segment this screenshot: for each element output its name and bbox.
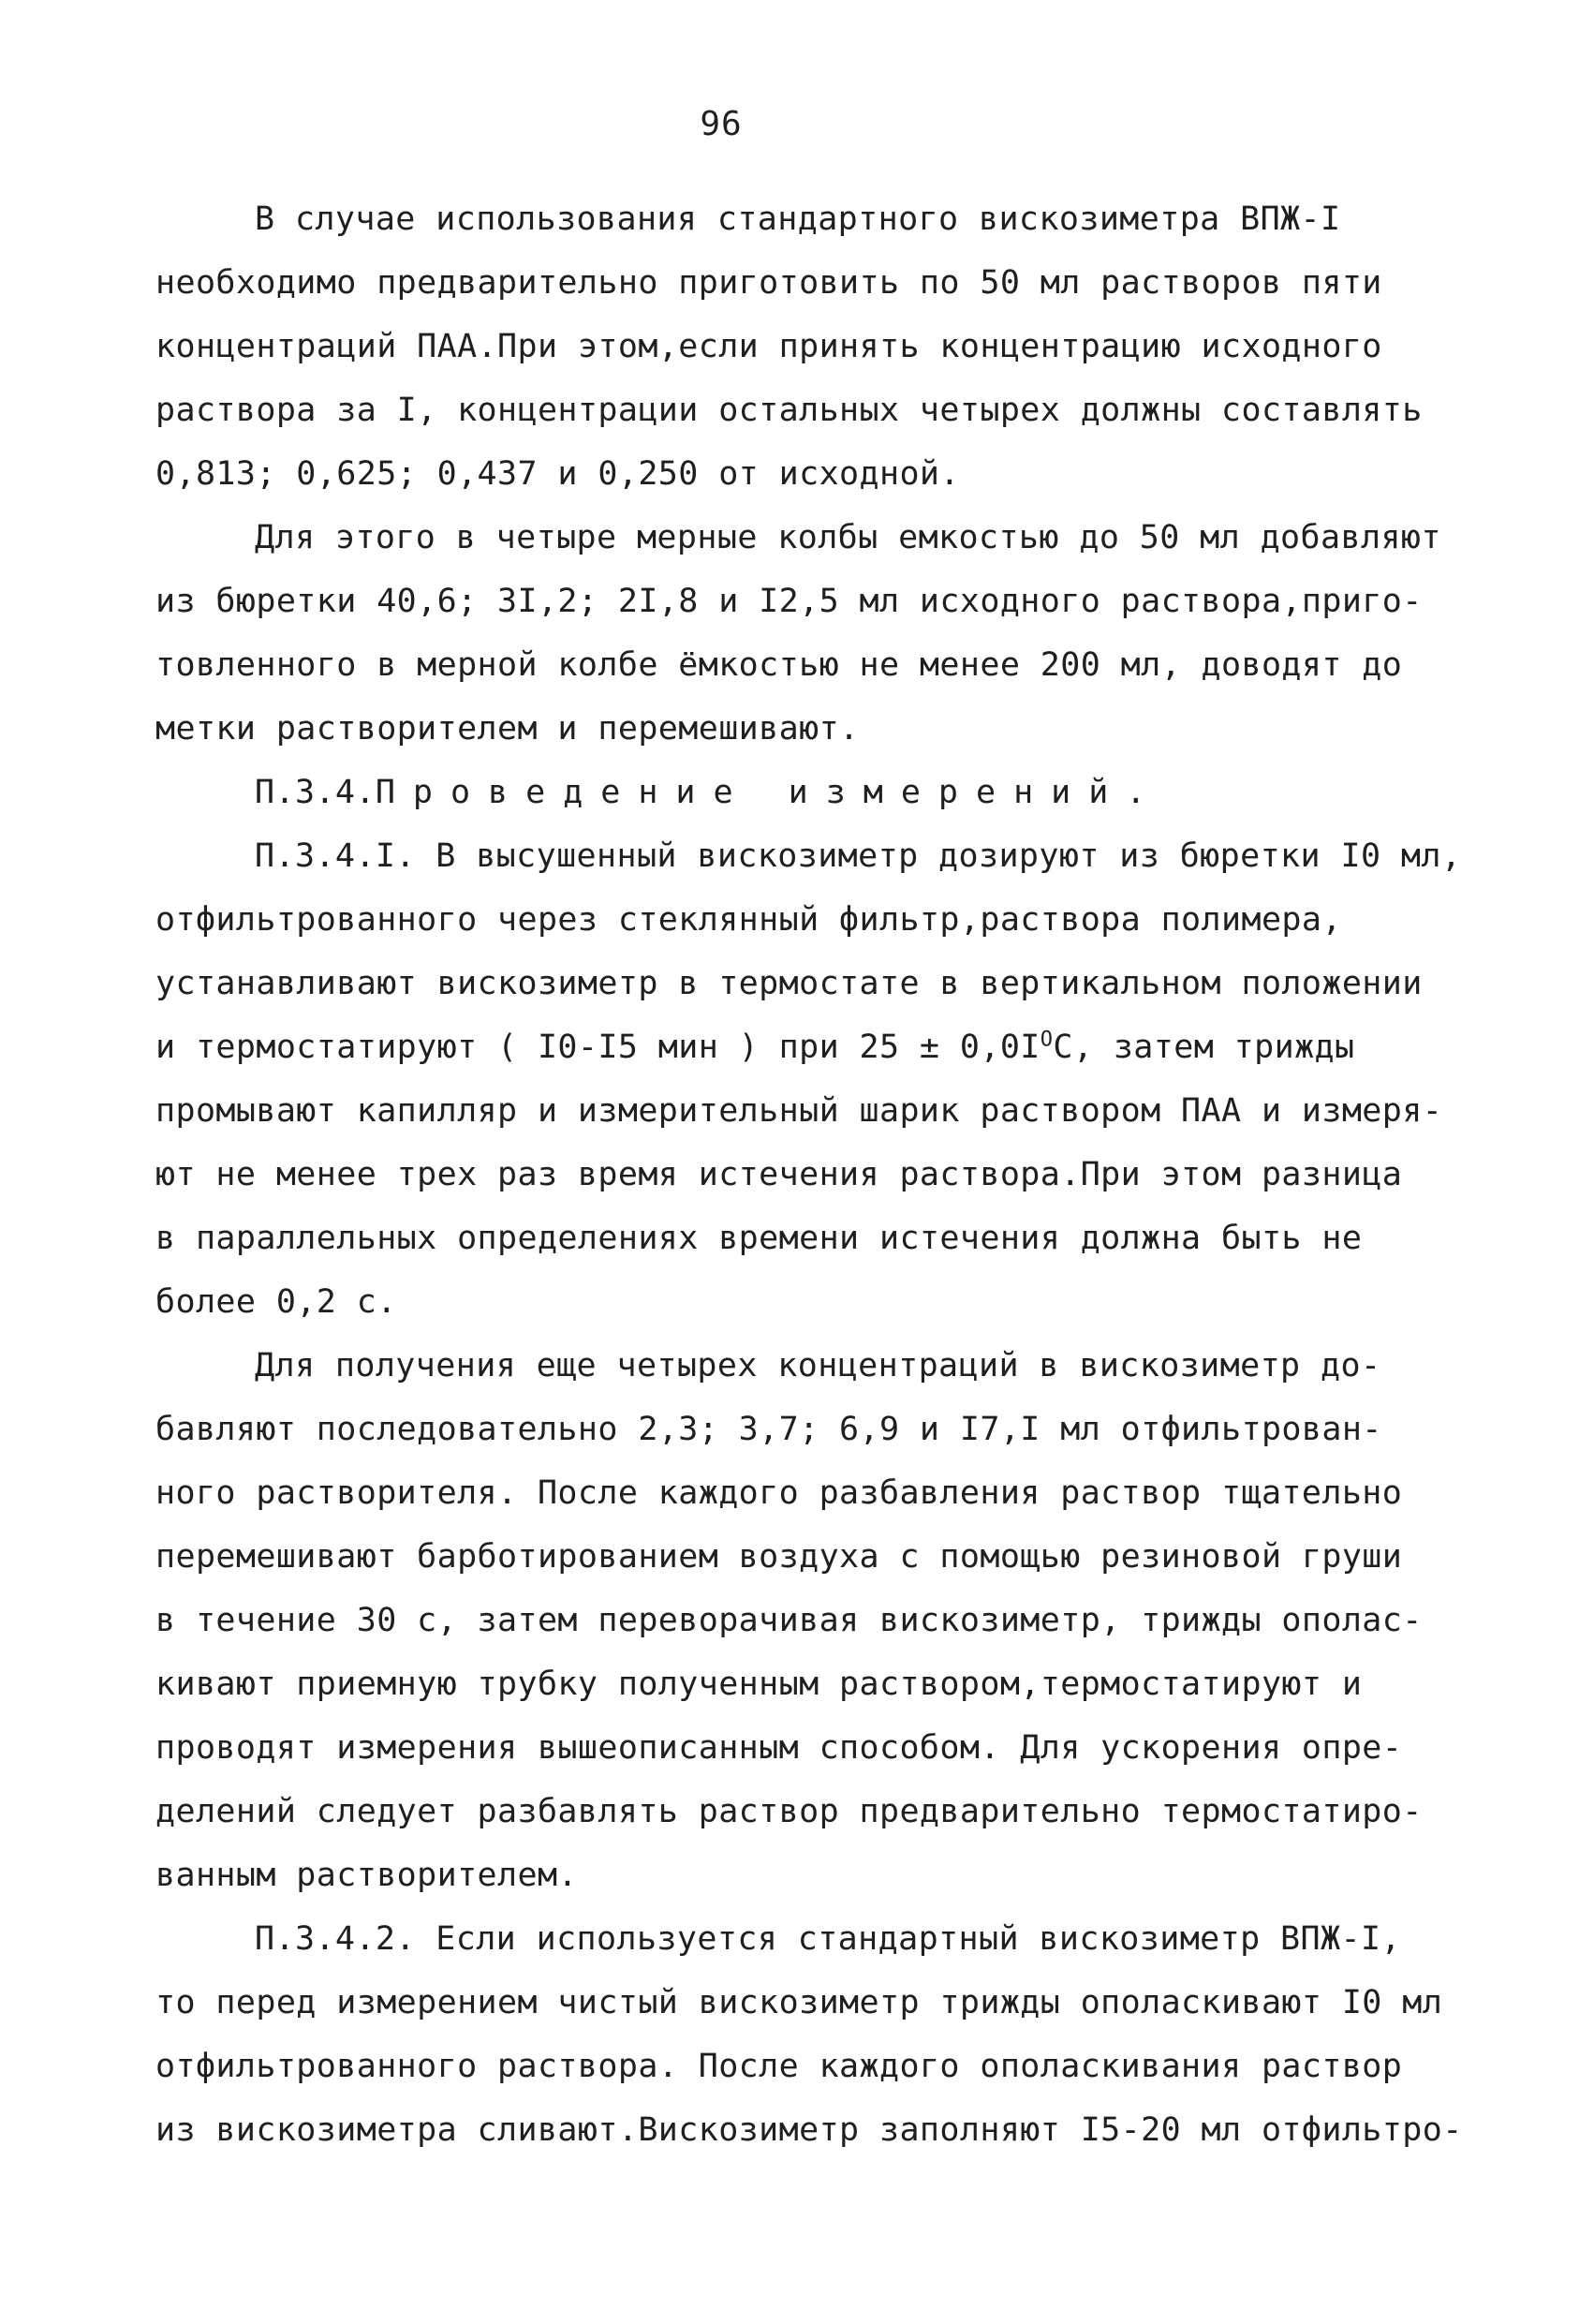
text-line: П.3.4.I. В высушенный вискозиметр дозируют из бюретки I0 мл, [255, 837, 1462, 875]
text-line: из бюретки 40,6; 3I,2; 2I,8 и I2,5 мл исходного раствора,приго- [155, 583, 1423, 620]
section-heading [155, 761, 1467, 824]
text-line: Для этого в четыре мерные колбы емкостью до 50 мл добавляют [255, 519, 1441, 556]
section-number: П.3.4. [255, 774, 376, 811]
text-line: ванным растворителем. [155, 1857, 578, 1894]
text-line: бавляют последовательно 2,3; 3,7; 6,9 и I7,I мл отфильтрован- [155, 1411, 1382, 1448]
degree-mark: О [1040, 1028, 1054, 1052]
text-line: в параллельных определениях времени истечения должна быть не [155, 1220, 1363, 1257]
text-line: промывают капилляр и измерительный шарик раствором ПАА и измеря- [155, 1092, 1443, 1130]
text-line: проводят измерения вышеописанным способом. Для ускорения опре- [155, 1729, 1403, 1767]
text-line: необходимо предварительно приготовить по 50 мл растворов пяти [155, 264, 1382, 302]
text-line: кивают приемную трубку полученным раствором,термостатируют и [155, 1665, 1363, 1703]
temp-text-before: и термостатируют ( I0-I5 мин ) при 25 ± 0,0I [155, 1029, 1041, 1066]
text-line: перемешивают барботированием воздуха с помощью резиновой груши [155, 1538, 1403, 1576]
text-line: П.3.4.2. Если используется стандартный вискозиметр ВПЖ-I, [255, 1920, 1401, 1958]
text-line-temperature [155, 1015, 1467, 1079]
text-line: отфильтрованного раствора. После каждого ополаскивания раствор [155, 2048, 1403, 2085]
text-line: ют не менее трех раз время истечения раствора.При этом разница [155, 1156, 1403, 1193]
text-line: ного растворителя. После каждого разбавления раствор тщательно [155, 1474, 1403, 1512]
text-line: делений следует разбавлять раствор предварительно термостатиро- [155, 1793, 1423, 1830]
temp-text-after: С, затем трижды [1053, 1029, 1355, 1066]
text-line: В случае использования стандартного вискозиметра ВПЖ-I [255, 200, 1341, 238]
text-line: из вискозиметра сливают.Вискозиметр заполняют I5-20 мл отфильтро- [155, 2111, 1463, 2149]
text-line: 0,813; 0,625; 0,437 и 0,250 от исходной. [155, 455, 960, 493]
document-body [155, 187, 1467, 2162]
text-line: концентраций ПАА.При этом,если принять концентрацию исходного [155, 328, 1382, 365]
text-line: Для получения еще четырех концентраций в вискозиметр до- [255, 1347, 1381, 1384]
text-line: в течение 30 с, затем переворачивая вискозиметр, трижды ополас- [155, 1602, 1423, 1639]
text-line: устанавливают вискозиметр в термостате в вертикальном положении [155, 965, 1423, 1002]
text-line: то перед измерением чистый вискозиметр трижды ополаскивают I0 мл [155, 1984, 1443, 2021]
text-line: отфильтрованного через стеклянный фильтр,раствора полимера, [155, 901, 1342, 939]
page-number: 96 [700, 105, 743, 143]
text-line: товленного в мерной колбе ёмкостью не менее 200 мл, доводят до [155, 646, 1403, 684]
text-line: метки растворителем и перемешивают. [155, 710, 860, 748]
text-line: более 0,2 с. [155, 1283, 397, 1321]
text-line: раствора за I, концентрации остальных четырех должны составлять [155, 392, 1423, 429]
section-title: Проведение измерений. [375, 774, 1164, 811]
